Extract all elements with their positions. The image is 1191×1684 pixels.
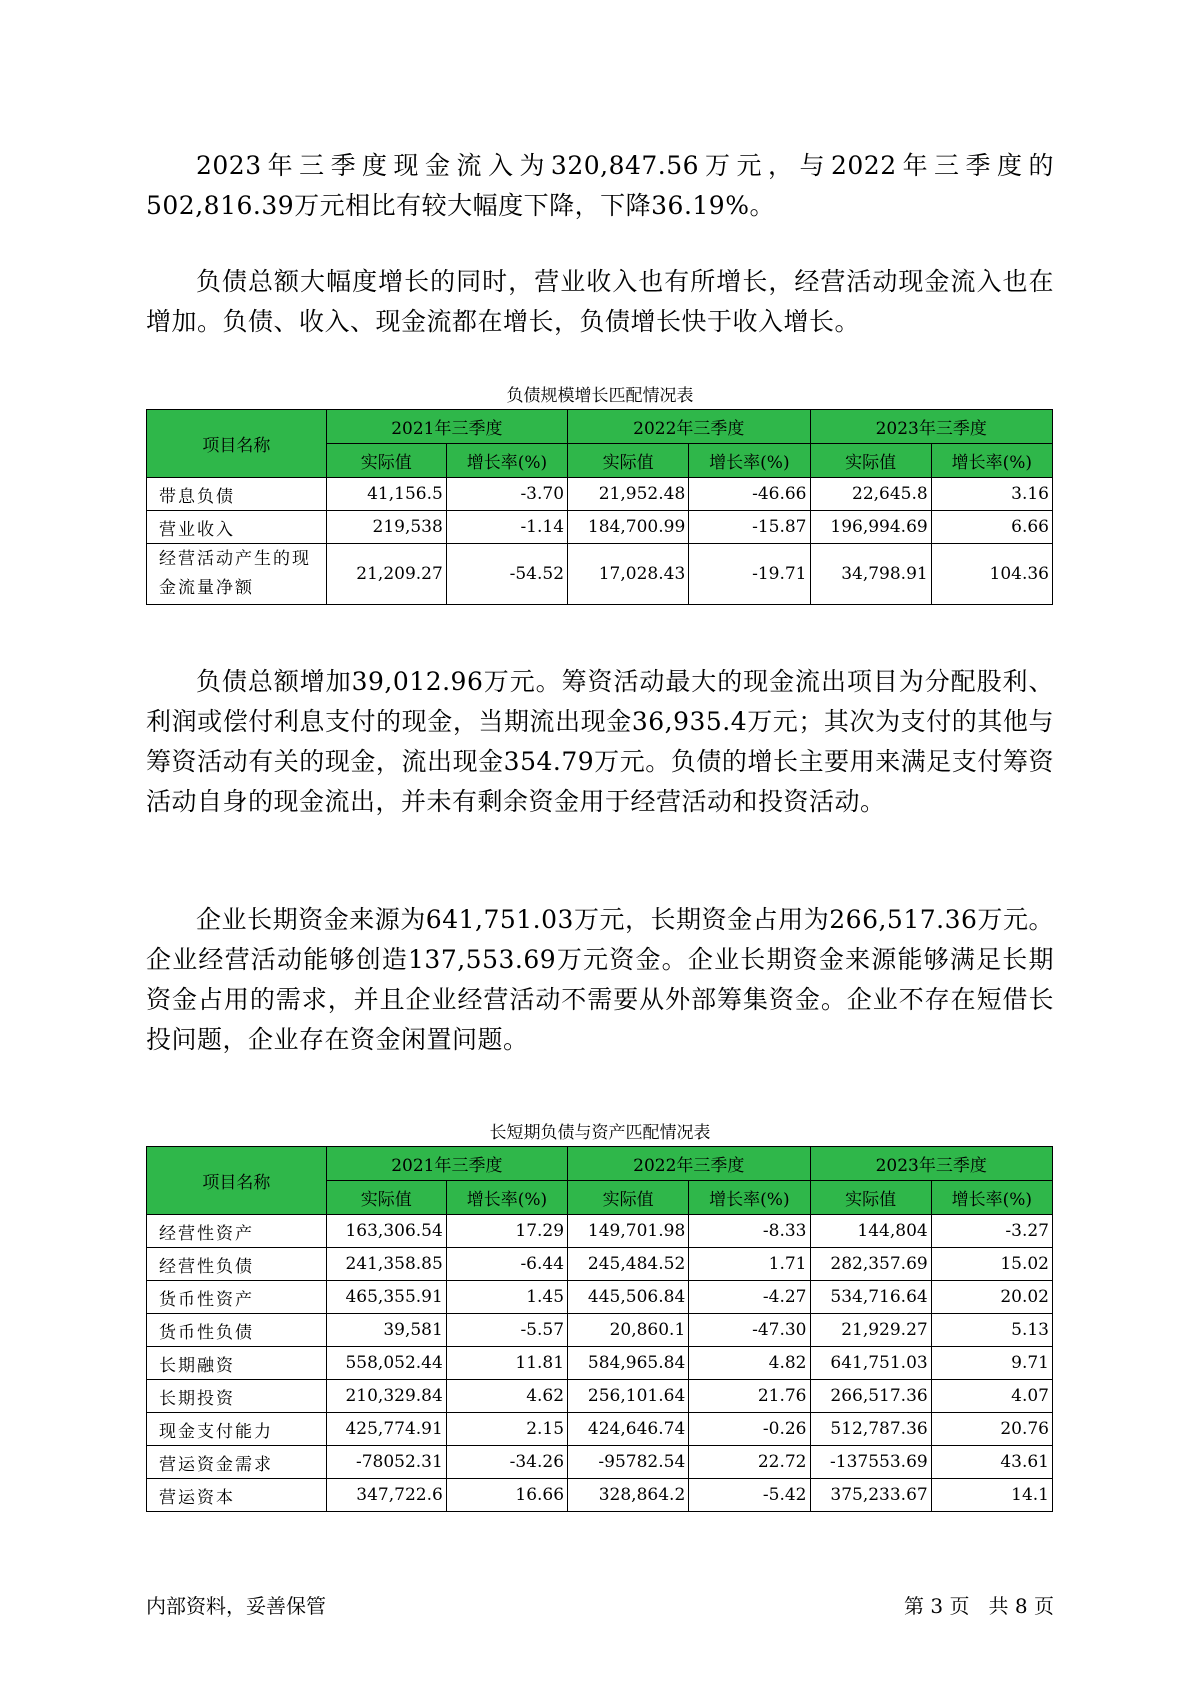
cell-value: 41,156.5 <box>326 478 446 511</box>
cell-value: 219,538 <box>326 511 446 544</box>
cell-growth: -15.87 <box>689 511 810 544</box>
cell-value: 184,700.99 <box>568 511 689 544</box>
row-name: 经营活动产生的现金流量净额 <box>147 544 327 605</box>
cell-growth: -3.27 <box>931 1215 1052 1248</box>
table-row <box>147 1215 1053 1248</box>
cell-value: 347,722.6 <box>326 1479 446 1512</box>
cell-value: 21,209.27 <box>326 544 446 605</box>
header-actual: 实际值 <box>568 444 689 478</box>
header-growth: 增长率(%) <box>446 444 567 478</box>
header-growth: 增长率(%) <box>931 444 1052 478</box>
table-row <box>147 1347 1053 1380</box>
header-year-2023: 2023年三季度 <box>810 410 1053 444</box>
row-name: 营业收入 <box>147 511 327 544</box>
cell-growth: 1.71 <box>689 1248 810 1281</box>
row-name: 营运资本 <box>147 1479 327 1512</box>
header-item-name: 项目名称 <box>147 410 327 478</box>
cell-value: 39,581 <box>326 1314 446 1347</box>
cell-value: -78052.31 <box>326 1446 446 1479</box>
cell-value: -137553.69 <box>810 1446 931 1479</box>
row-name: 长期投资 <box>147 1380 327 1413</box>
cell-value: 245,484.52 <box>568 1248 689 1281</box>
footer-page-number: 第 3 页 共 8 页 <box>904 1594 1054 1618</box>
row-name: 经营性负债 <box>147 1248 327 1281</box>
row-name: 货币性资产 <box>147 1281 327 1314</box>
row-name: 经营性资产 <box>147 1215 327 1248</box>
cell-growth: 16.66 <box>446 1479 567 1512</box>
header-year-2021: 2021年三季度 <box>326 1147 567 1181</box>
table-row <box>147 1446 1053 1479</box>
cell-value: 17,028.43 <box>568 544 689 605</box>
table-row <box>147 1380 1053 1413</box>
cell-value: 465,355.91 <box>326 1281 446 1314</box>
row-name: 货币性负债 <box>147 1314 327 1347</box>
header-year-2023: 2023年三季度 <box>810 1147 1053 1181</box>
paragraph-financing-outflow: 负债总额增加39,012.96万元。筹资活动最大的现金流出项目为分配股利、利润或偿付利息支付的现金，当期流出现金36,935.4万元；其次为支付的其他与筹资活动有关的现金，流出现金354.79万元。负债的增长主要用来满足支付筹资活动自身的现金流出，并未有剩余资金用于经营活动和投资活动。 <box>146 667 1054 816</box>
cell-value: 21,952.48 <box>568 478 689 511</box>
row-name: 现金支付能力 <box>147 1413 327 1446</box>
cell-growth: 14.1 <box>931 1479 1052 1512</box>
table-row <box>147 544 1053 605</box>
cell-growth: -47.30 <box>689 1314 810 1347</box>
table2-caption: 长短期负债与资产匹配情况表 <box>489 1123 711 1143</box>
cell-value: 282,357.69 <box>810 1248 931 1281</box>
debt-scale-table <box>146 409 1053 605</box>
cell-growth: 4.62 <box>446 1380 567 1413</box>
cell-growth: 9.71 <box>931 1347 1052 1380</box>
cell-value: 641,751.03 <box>810 1347 931 1380</box>
footer-confidential-note: 内部资料，妥善保管 <box>146 1594 326 1618</box>
cell-growth: -1.14 <box>446 511 567 544</box>
cell-value: 22,645.8 <box>810 478 931 511</box>
cell-growth: 4.07 <box>931 1380 1052 1413</box>
header-actual: 实际值 <box>326 1181 446 1215</box>
cell-value: 328,864.2 <box>568 1479 689 1512</box>
row-name: 长期融资 <box>147 1347 327 1380</box>
cell-growth: 17.29 <box>446 1215 567 1248</box>
cell-growth: -4.27 <box>689 1281 810 1314</box>
cell-value: 266,517.36 <box>810 1380 931 1413</box>
cell-growth: 104.36 <box>931 544 1052 605</box>
cell-growth: 15.02 <box>931 1248 1052 1281</box>
cell-growth: -5.42 <box>689 1479 810 1512</box>
cell-value: 425,774.91 <box>326 1413 446 1446</box>
cell-value: 241,358.85 <box>326 1248 446 1281</box>
cell-growth: 6.66 <box>931 511 1052 544</box>
table-row <box>147 511 1053 544</box>
paragraph-cash-inflow: 2023年三季度现金流入为320,847.56万元，与2022年三季度的502,816.39万元相比有较大幅度下降，下降36.19%。 <box>146 151 1054 220</box>
cell-value: 584,965.84 <box>568 1347 689 1380</box>
header-growth: 增长率(%) <box>689 444 810 478</box>
paragraph-debt-growth: 负债总额大幅度增长的同时，营业收入也有所增长，经营活动现金流入也在增加。负债、收入、现金流都在增长，负债增长快于收入增长。 <box>146 267 1054 336</box>
row-name: 带息负债 <box>147 478 327 511</box>
cell-value: 558,052.44 <box>326 1347 446 1380</box>
cell-growth: 22.72 <box>689 1446 810 1479</box>
cell-value: 534,716.64 <box>810 1281 931 1314</box>
cell-value: 445,506.84 <box>568 1281 689 1314</box>
cell-value: 144,804 <box>810 1215 931 1248</box>
table-row <box>147 1248 1053 1281</box>
cell-value: 149,701.98 <box>568 1215 689 1248</box>
cell-growth: 11.81 <box>446 1347 567 1380</box>
cell-growth: 2.15 <box>446 1413 567 1446</box>
cell-value: 20,860.1 <box>568 1314 689 1347</box>
cell-value: 424,646.74 <box>568 1413 689 1446</box>
cell-value: -95782.54 <box>568 1446 689 1479</box>
header-actual: 实际值 <box>810 1181 931 1215</box>
cell-growth: 5.13 <box>931 1314 1052 1347</box>
cell-growth: 3.16 <box>931 478 1052 511</box>
header-actual: 实际值 <box>326 444 446 478</box>
cell-growth: 4.82 <box>689 1347 810 1380</box>
header-item-name: 项目名称 <box>147 1147 327 1215</box>
header-year-2021: 2021年三季度 <box>326 410 567 444</box>
cell-growth: -54.52 <box>446 544 567 605</box>
cell-value: 21,929.27 <box>810 1314 931 1347</box>
row-name: 营运资金需求 <box>147 1446 327 1479</box>
cell-value: 210,329.84 <box>326 1380 446 1413</box>
table1-caption: 负债规模增长匹配情况表 <box>506 386 694 406</box>
header-actual: 实际值 <box>810 444 931 478</box>
cell-growth: -5.57 <box>446 1314 567 1347</box>
table-row <box>147 1479 1053 1512</box>
cell-growth: -3.70 <box>446 478 567 511</box>
cell-growth: 43.61 <box>931 1446 1052 1479</box>
cell-growth: 21.76 <box>689 1380 810 1413</box>
cell-value: 34,798.91 <box>810 544 931 605</box>
header-actual: 实际值 <box>568 1181 689 1215</box>
cell-value: 163,306.54 <box>326 1215 446 1248</box>
liability-asset-match-table <box>146 1146 1053 1512</box>
cell-growth: 20.76 <box>931 1413 1052 1446</box>
table-row <box>147 1314 1053 1347</box>
cell-growth: -19.71 <box>689 544 810 605</box>
table-row <box>147 1413 1053 1446</box>
cell-value: 512,787.36 <box>810 1413 931 1446</box>
header-growth: 增长率(%) <box>931 1181 1052 1215</box>
cell-growth: -34.26 <box>446 1446 567 1479</box>
cell-growth: -8.33 <box>689 1215 810 1248</box>
cell-growth: -46.66 <box>689 478 810 511</box>
header-year-2022: 2022年三季度 <box>568 1147 810 1181</box>
cell-growth: 20.02 <box>931 1281 1052 1314</box>
paragraph-long-term-funds: 企业长期资金来源为641,751.03万元，长期资金占用为266,517.36万元。企业经营活动能够创造137,553.69万元资金。企业长期资金来源能够满足长期资金占用的需求，并且企业经营活动不需要从外部筹集资金。企业不存在短借长投问题，企业存在资金闲置问题。 <box>146 905 1054 1054</box>
table-row <box>147 478 1053 511</box>
table-row <box>147 1281 1053 1314</box>
cell-value: 196,994.69 <box>810 511 931 544</box>
cell-growth: -6.44 <box>446 1248 567 1281</box>
header-growth: 增长率(%) <box>689 1181 810 1215</box>
cell-growth: -0.26 <box>689 1413 810 1446</box>
cell-value: 256,101.64 <box>568 1380 689 1413</box>
cell-growth: 1.45 <box>446 1281 567 1314</box>
header-year-2022: 2022年三季度 <box>568 410 810 444</box>
header-growth: 增长率(%) <box>446 1181 567 1215</box>
cell-value: 375,233.67 <box>810 1479 931 1512</box>
